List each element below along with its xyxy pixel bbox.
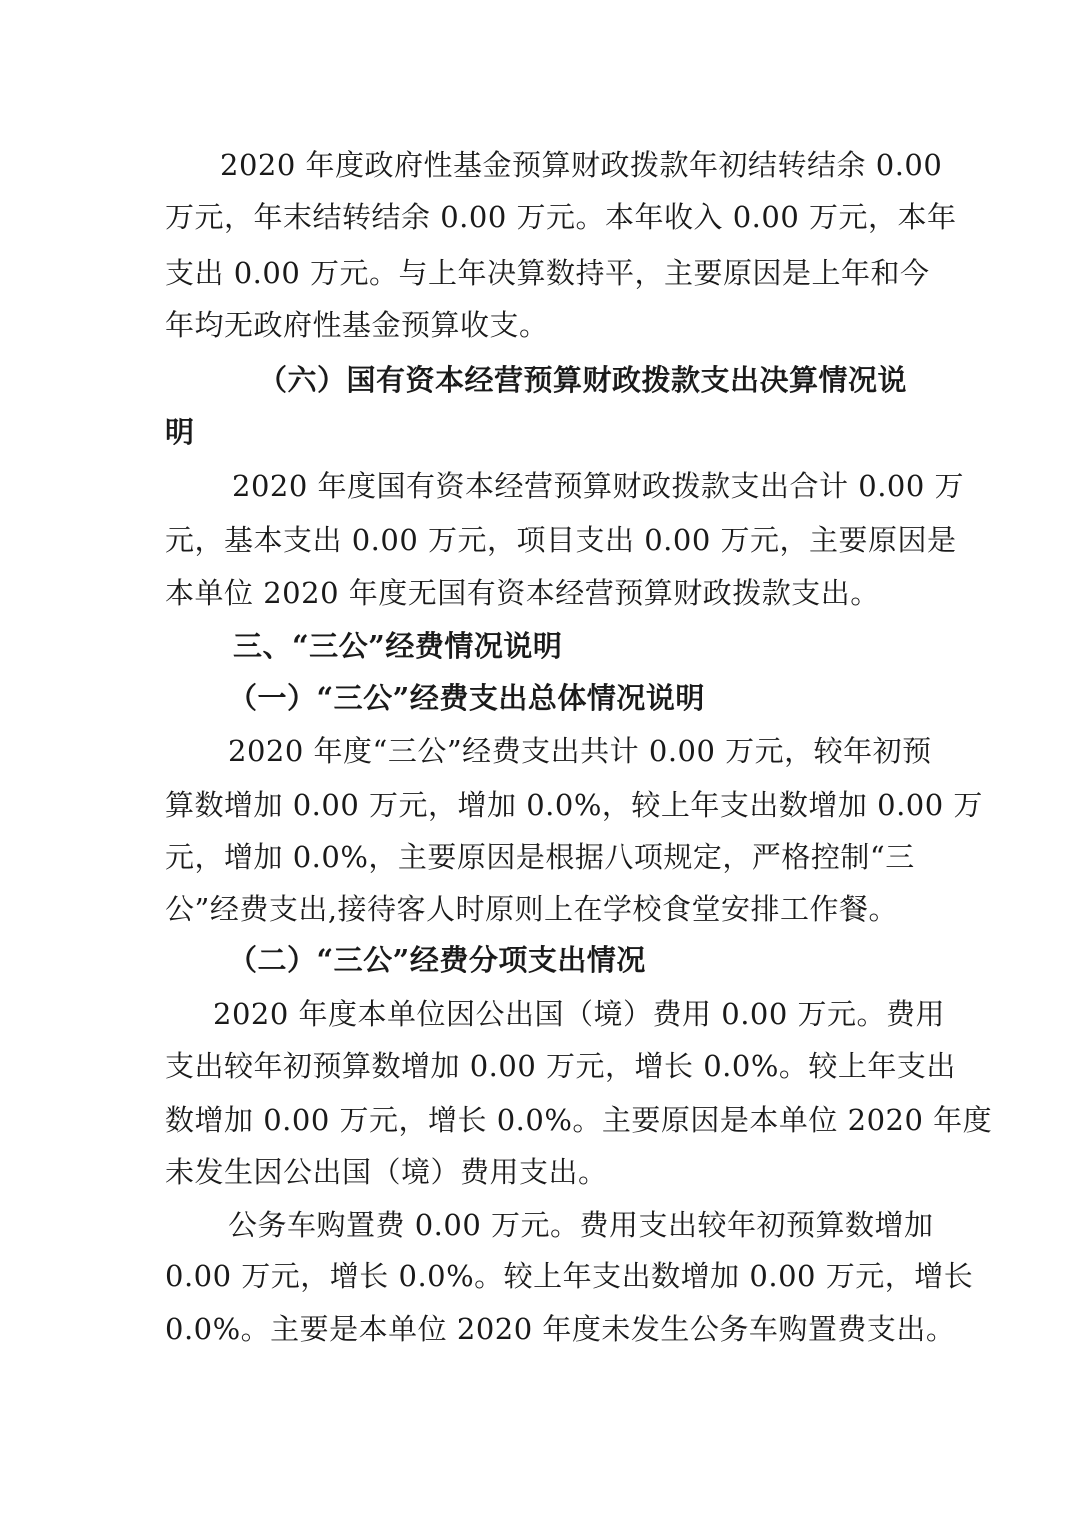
paragraph-line: 2020 年度政府性基金预算财政拨款年初结转结余 0.00	[220, 148, 943, 182]
paragraph-line: 本单位 2020 年度无国有资本经营预算财政拨款支出。	[165, 576, 880, 610]
paragraph-line: 2020 年度“三公”经费支出共计 0.00 万元，较年初预	[228, 734, 932, 768]
section-heading: （六）国有资本经营预算财政拨款支出决算情况说	[258, 363, 908, 397]
paragraph-line: 支出较年初预算数增加 0.00 万元，增长 0.0%。较上年支出	[165, 1049, 956, 1083]
paragraph-line: 0.0%。主要是本单位 2020 年度未发生公务车购置费支出。	[165, 1312, 956, 1346]
paragraph-line: 公”经费支出,接待客人时原则上在学校食堂安排工作餐。	[165, 892, 899, 926]
subsection-heading: （一）“三公”经费支出总体情况说明	[228, 681, 705, 715]
paragraph-line: 万元，年末结转结余 0.00 万元。本年收入 0.00 万元，本年	[165, 200, 957, 234]
paragraph-line: 支出 0.00 万元。与上年决算数持平，主要原因是上年和今	[165, 256, 930, 290]
paragraph-line: 2020 年度本单位因公出国（境）费用 0.00 万元。费用	[213, 997, 946, 1031]
paragraph-line: 元，基本支出 0.00 万元，项目支出 0.00 万元，主要原因是	[165, 523, 957, 557]
paragraph-line: 未发生因公出国（境）费用支出。	[165, 1155, 608, 1189]
section-heading: 明	[165, 415, 195, 449]
paragraph-line: 公务车购置费 0.00 万元。费用支出较年初预算数增加	[228, 1208, 934, 1242]
paragraph-line: 0.00 万元，增长 0.0%。较上年支出数增加 0.00 万元，增长	[165, 1259, 974, 1293]
paragraph-line: 算数增加 0.00 万元，增加 0.0%，较上年支出数增加 0.00 万	[165, 788, 983, 822]
section-heading: 三、“三公”经费情况说明	[233, 629, 563, 663]
paragraph-line: 元，增加 0.0%，主要原因是根据八项规定，严格控制“三	[165, 840, 915, 874]
paragraph-line: 数增加 0.00 万元，增长 0.0%。主要原因是本单位 2020 年度	[165, 1103, 993, 1137]
paragraph-line: 2020 年度国有资本经营预算财政拨款支出合计 0.00 万	[232, 469, 965, 503]
subsection-heading: （二）“三公”经费分项支出情况	[228, 943, 646, 977]
paragraph-line: 年均无政府性基金预算收支。	[165, 308, 549, 342]
